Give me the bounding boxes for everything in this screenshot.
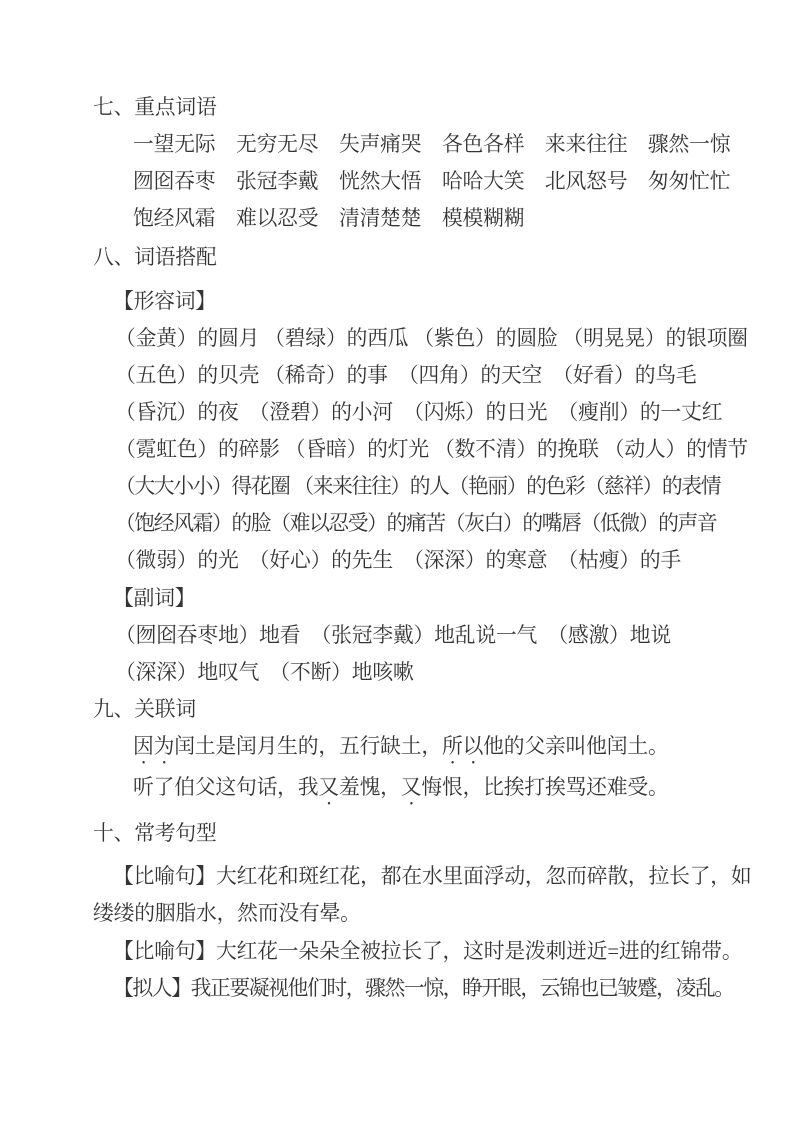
emphasized-word: 因为	[133, 735, 175, 758]
emphasized-word: 所以	[441, 735, 484, 758]
emphasized-word: 又	[318, 776, 339, 799]
section-8-heading: 八、词语搭配	[93, 246, 217, 269]
collocation-line: （囫囵吞枣地）地看 （张冠李戴）地乱说一气 （感激）地说	[115, 624, 671, 647]
adjective-label: 【形容词】	[113, 290, 216, 313]
collocation-line: （金黄）的圆月 （碧绿）的西瓜 （紫色）的圆脸 （明晃晃）的银项圈	[115, 327, 748, 350]
collocation-line: （微弱）的光 （好心）的先生 （深深）的寒意 （枯瘦）的手	[115, 549, 682, 572]
collocation-line: （五色）的贝壳 （稀奇）的事 （四角）的天空 （好看）的鸟毛	[115, 364, 697, 387]
sentence-text: 听了伯父这句话，我	[133, 776, 319, 799]
collocation-line: （饱经风霜）的脸（难以忍受）的痛苦（灰白）的嘴唇（低微）的声音	[115, 512, 717, 535]
collocation-line: （深深）地叹气 （不断）地咳嗽	[115, 661, 414, 684]
word-list-line: 囫囵吞枣 张冠李戴 恍然大悟 哈哈大笑 北风怒号 匆匆忙忙	[133, 170, 731, 193]
collocation-line: （大大小小）得花圈 （来来往往）的人（艳丽）的色彩（慈祥）的表情	[115, 475, 721, 498]
sentence-line	[133, 769, 793, 810]
word-list-line: 一望无际 无穷无尽 失声痛哭 各色各样 来来往往 骤然一惊	[133, 133, 731, 156]
collocation-line: （昏沉）的夜 （澄碧）的小河 （闪烁）的日光 （瘦削）的一丈红	[115, 401, 723, 424]
section-9-heading: 九、关联词	[93, 698, 196, 721]
section-10-heading: 十、常考句型	[93, 822, 217, 845]
sentence-text: 悔恨，比挨打挨骂还难受。	[421, 776, 669, 799]
adverb-label: 【副词】	[113, 587, 196, 610]
word-list-line: 饱经风霜 难以忍受 清清楚楚 模模糊糊	[133, 207, 525, 230]
emphasized-word: 又	[400, 776, 422, 799]
simile-sentence-wrap-line: 缕缕的胭脂水，然而没有晕。	[93, 902, 361, 925]
sentence-line	[133, 728, 793, 769]
section-7-heading: 七、重点词语	[93, 96, 217, 119]
simile-sentence-line: 【比喻句】大红花和斑红花，都在水里面浮动，忽而碎散，拉长了，如	[113, 865, 752, 888]
sentence-text: 闰土是闰月生的，五行缺土，	[174, 735, 442, 758]
collocation-line: （霓虹色）的碎影 （昏暗）的灯光 （数不清）的挽联 （动人）的情节	[115, 438, 748, 461]
sentence-text: 羞愧，	[338, 776, 401, 799]
personification-sentence-line: 【拟人】我正要凝视他们时，骤然一惊，睁开眼，云锦也已皱蹙，凌乱。	[113, 977, 734, 1000]
sentence-text: 他的父亲叫他闰土。	[483, 735, 669, 758]
simile-sentence-line: 【比喻句】大红花一朵朵全被拉长了，这时是泼刺迸近=进的红锦带。	[113, 940, 743, 963]
